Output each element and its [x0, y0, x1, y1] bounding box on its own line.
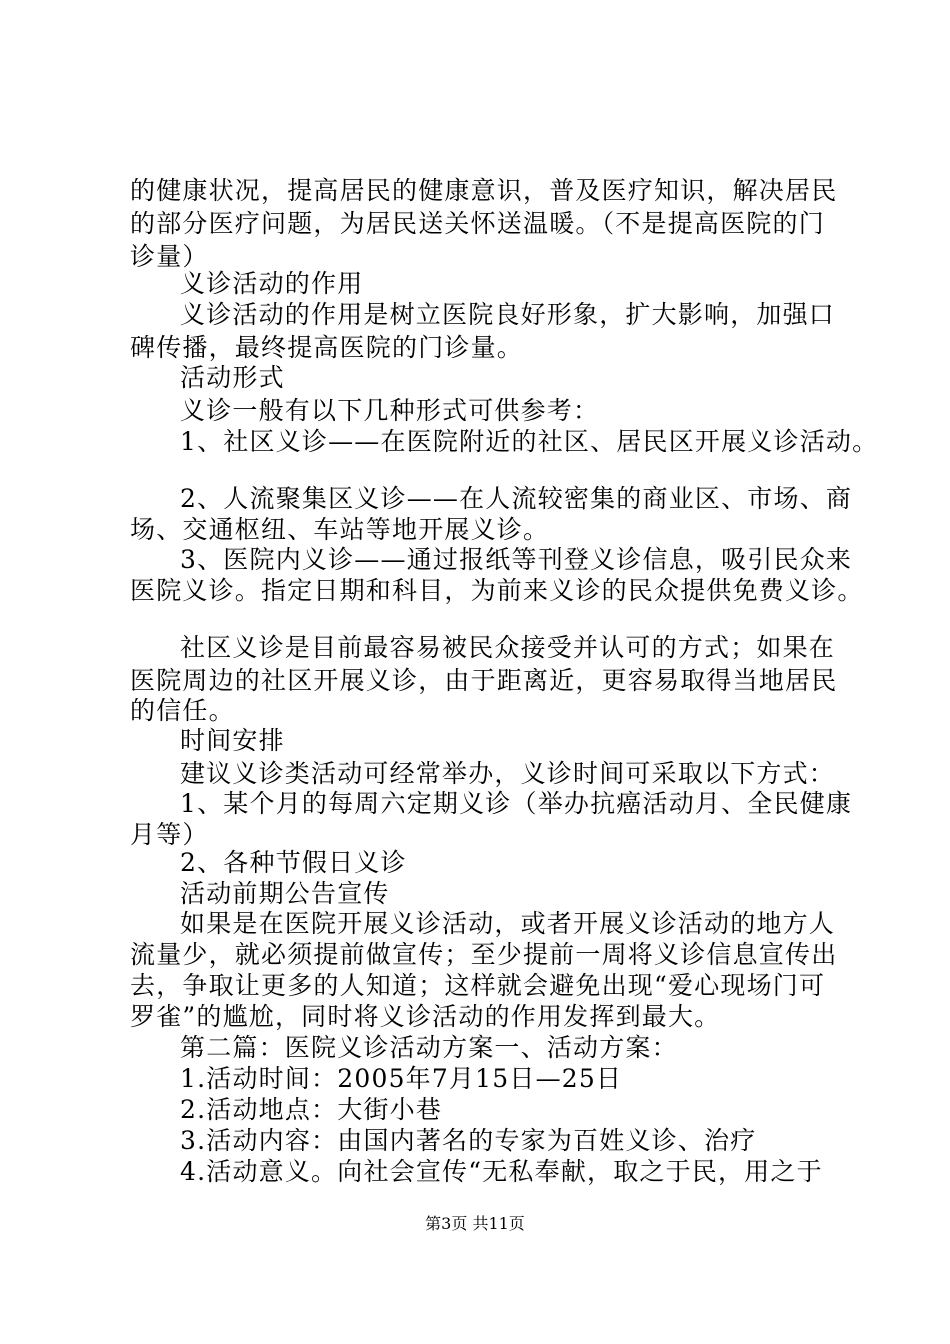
text-line: 罗雀”的尴尬，同时将义诊活动的作用发挥到最大。	[130, 1002, 721, 1031]
list-item: 4.活动意义。向社会宣传“无私奉献，取之于民，用之于	[180, 1157, 823, 1186]
text-line: 2、人流聚集区义诊——在人流较密集的商业区、市场、商	[180, 484, 853, 513]
text-line: 的健康状况，提高居民的健康意识，普及医疗知识，解决居民	[130, 176, 838, 205]
text-line: 1、社区义诊——在医院附近的社区、居民区开展义诊活动。	[180, 427, 879, 456]
text-line: 义诊一般有以下几种形式可供参考：	[180, 396, 600, 425]
text-line: 2、各种节假日义诊	[180, 848, 407, 877]
section-heading: 活动形式	[180, 363, 285, 392]
text-line: 如果是在医院开展义诊活动，或者开展义诊活动的地方人	[180, 909, 836, 938]
section-heading: 时间安排	[180, 726, 285, 755]
section-heading: 义诊活动的作用	[180, 269, 364, 298]
section-heading: 活动前期公告宣传	[180, 879, 390, 908]
list-item: 3.活动内容：由国内著名的专家为百姓义诊、治疗	[180, 1126, 757, 1155]
text-line: 社区义诊是目前最容易被民众接受并认可的方式；如果在	[180, 633, 836, 662]
text-line: 的信任。	[130, 696, 235, 725]
text-line: 医院义诊。指定日期和科目，为前来义诊的民众提供免费义诊。	[130, 576, 864, 605]
text-line: 场、交通枢纽、车站等地开展义诊。	[130, 515, 550, 544]
list-item: 1.活动时间：2005年7月15日—25日	[180, 1064, 623, 1093]
text-line: 的部分医疗问题，为居民送关怀送温暖。（不是提高医院的门	[130, 209, 825, 238]
page-footer: 第3页 共11页	[425, 1214, 525, 1233]
text-line: 医院周边的社区开展义诊，由于距离近，更容易取得当地居民	[130, 666, 838, 695]
text-line: 义诊活动的作用是树立医院良好形象，扩大影响，加强口	[180, 300, 836, 329]
text-line: 诊量）	[130, 242, 209, 271]
text-line: 月等）	[130, 820, 209, 849]
list-item: 2.活动地点：大街小巷	[180, 1095, 443, 1124]
text-line: 3、医院内义诊——通过报纸等刊登义诊信息，吸引民众来	[180, 545, 853, 574]
text-line: 1、某个月的每周六定期义诊（举办抗癌活动月、全民健康	[180, 789, 853, 818]
text-line: 流量少，就必须提前做宣传；至少提前一周将义诊信息宣传出	[130, 940, 838, 969]
text-line: 碑传播，最终提高医院的门诊量。	[130, 333, 524, 362]
section-heading: 第二篇：医院义诊活动方案一、活动方案：	[180, 1033, 678, 1062]
text-line: 建议义诊类活动可经常举办，义诊时间可采取以下方式：	[180, 759, 836, 788]
text-line: 去，争取让更多的人知道；这样就会避免出现“爱心现场门可	[130, 971, 826, 1000]
